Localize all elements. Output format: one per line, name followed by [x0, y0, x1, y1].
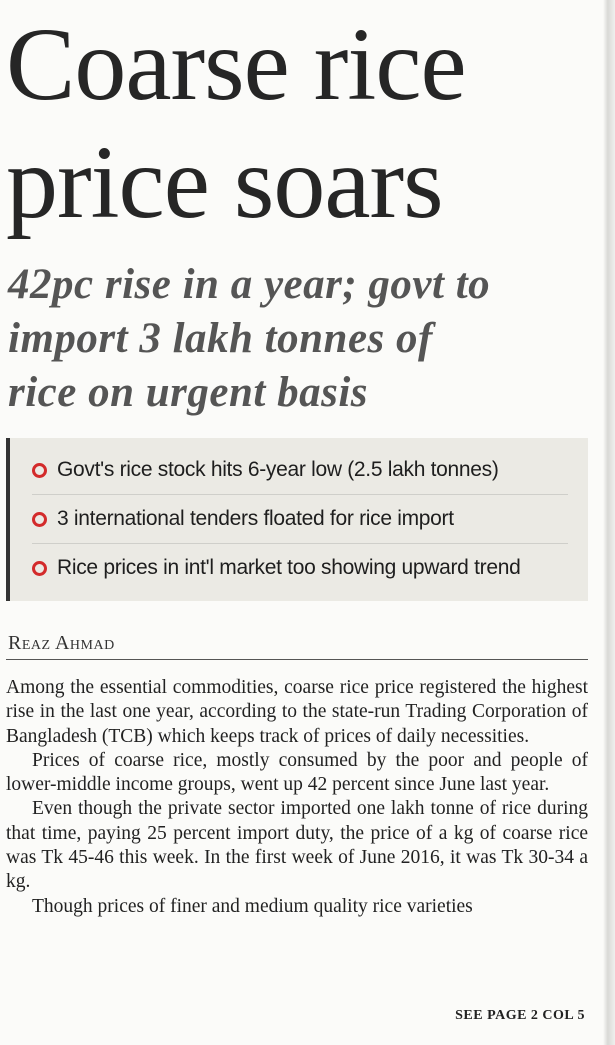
subheadline-line-2: import 3 lakh tonnes of [8, 315, 433, 362]
paragraph-4: Though prices of finer and medium quality rice varieties [32, 895, 473, 917]
subheadline [8, 258, 598, 420]
subheadline-line-3: rice on urgent basis [8, 369, 369, 416]
headline-line-2: price soars [6, 125, 443, 240]
red-ring-bullet-icon [32, 512, 47, 527]
subheadline-line-1: 42pc rise in a year; govt to [8, 261, 491, 308]
highlight-text: 3 international tenders floated for rice import [57, 507, 454, 530]
highlight-item [32, 544, 568, 592]
byline: Reaz Ahmad [8, 632, 115, 654]
paragraph-2: Prices of coarse rice, mostly consumed by the poor and people of lower-middle income groups, went up 42 percent since June last year. [6, 749, 588, 796]
highlight-item [32, 495, 568, 544]
highlight-text: Govt's rice stock hits 6-year low (2.5 lakh tonnes) [57, 458, 499, 481]
highlights-box [6, 438, 588, 601]
headline [6, 6, 606, 242]
paragraph-1: Among the essential commodities, coarse rice price registered the highest rise in the last one year, according to the state-run Trading Corporation of Bangladesh (TCB) which keeps track of prices of daily necessities. [6, 677, 588, 747]
continuation-note: SEE PAGE 2 COL 5 [455, 1008, 585, 1023]
headline-line-1: Coarse rice [6, 7, 466, 122]
page-edge-shadow [603, 0, 615, 1045]
highlight-text: Rice prices in int'l market too showing upward trend [57, 556, 521, 579]
paragraph-3: Even though the private sector imported one lakh tonne of rice during that time, paying 25 percent import duty, the price of a kg of coarse rice was Tk 45-46 this week. In the first week of June 2016, it was Tk 30-34 a kg. [6, 798, 588, 893]
red-ring-bullet-icon [32, 561, 47, 576]
red-ring-bullet-icon [32, 463, 47, 478]
highlight-item [32, 446, 568, 495]
article-body [6, 676, 588, 919]
byline-divider [6, 659, 588, 660]
